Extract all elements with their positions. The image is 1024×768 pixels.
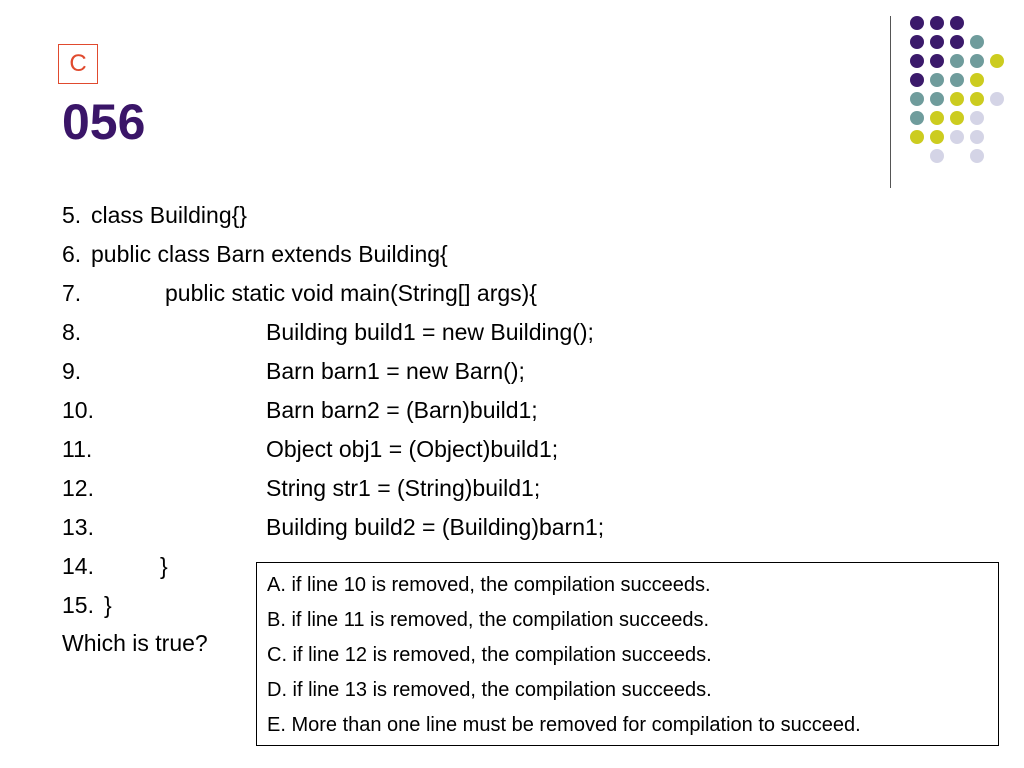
decor-dot [990,54,1004,68]
option-c: C. if line 12 is removed, the compilation succeeds. [267,644,712,666]
code-line [62,274,762,313]
option-a: A. if line 10 is removed, the compilation succeeds. [267,574,711,596]
decor-dot [950,35,964,49]
decor-dot [950,111,964,125]
decor-dot [970,149,984,163]
decor-dot [910,73,924,87]
vertical-divider [890,16,891,188]
option-d: D. if line 13 is removed, the compilation succeeds. [267,679,712,701]
code-text: Building build2 = (Building)barn1; [266,514,605,540]
slide-title: 056 [62,94,146,150]
line-number: 8. [62,319,82,345]
line-number: 9. [62,358,82,384]
line-number: 12. [62,475,94,501]
line-number: 7. [62,280,82,306]
code-block [62,196,762,625]
decor-dot [930,54,944,68]
code-text: Building build1 = new Building(); [266,319,594,345]
decor-dot [950,73,964,87]
decor-dot [910,16,924,30]
line-number: 5. [62,202,82,228]
decor-dot [910,92,924,106]
decor-dot [970,130,984,144]
decor-dot [950,54,964,68]
code-line [62,391,762,430]
code-text: } [160,553,168,579]
code-line [62,430,762,469]
decor-dot [930,111,944,125]
code-line [62,586,252,625]
answer-badge: C [58,44,98,84]
code-line [62,235,762,274]
code-text: Barn barn2 = (Barn)build1; [266,397,538,423]
line-number: 15. [62,592,94,618]
decor-dot [970,73,984,87]
line-number: 11. [62,436,93,462]
decor-dot [930,73,944,87]
decor-dot [930,149,944,163]
question-text: Which is true? [62,630,208,656]
code-line [62,547,252,586]
code-line [62,313,762,352]
line-number: 14. [62,553,94,579]
option-b: B. if line 11 is removed, the compilation succeeds. [267,609,710,631]
decor-dot [930,92,944,106]
answer-options-box [256,562,999,746]
decor-dot [910,54,924,68]
code-text: String str1 = (String)build1; [266,475,541,501]
line-number: 10. [62,397,94,423]
line-number: 6. [62,241,82,267]
decor-dot [930,16,944,30]
decor-dot [950,16,964,30]
decor-dot [930,35,944,49]
option-e: E. More than one line must be removed for compilation to succeed. [267,714,861,736]
decor-dot [910,35,924,49]
code-line [62,508,762,547]
decor-dot [910,111,924,125]
code-text: Barn barn1 = new Barn(); [266,358,525,384]
decor-dot [950,92,964,106]
code-text: } [104,592,112,618]
line-number: 13. [62,514,94,540]
decor-dot [950,130,964,144]
code-text: Object obj1 = (Object)build1; [266,436,559,462]
code-line [62,352,762,391]
code-text: class Building{} [91,202,247,228]
code-text: public static void main(String[] args){ [165,280,537,306]
decor-dot [910,130,924,144]
decor-dot [970,35,984,49]
decor-dot [970,92,984,106]
decor-dot [970,54,984,68]
code-line [62,469,762,508]
decor-dot [930,130,944,144]
decor-dot [970,111,984,125]
code-line [62,196,762,235]
code-text: public class Barn extends Building{ [91,241,448,267]
decor-dot [990,92,1004,106]
